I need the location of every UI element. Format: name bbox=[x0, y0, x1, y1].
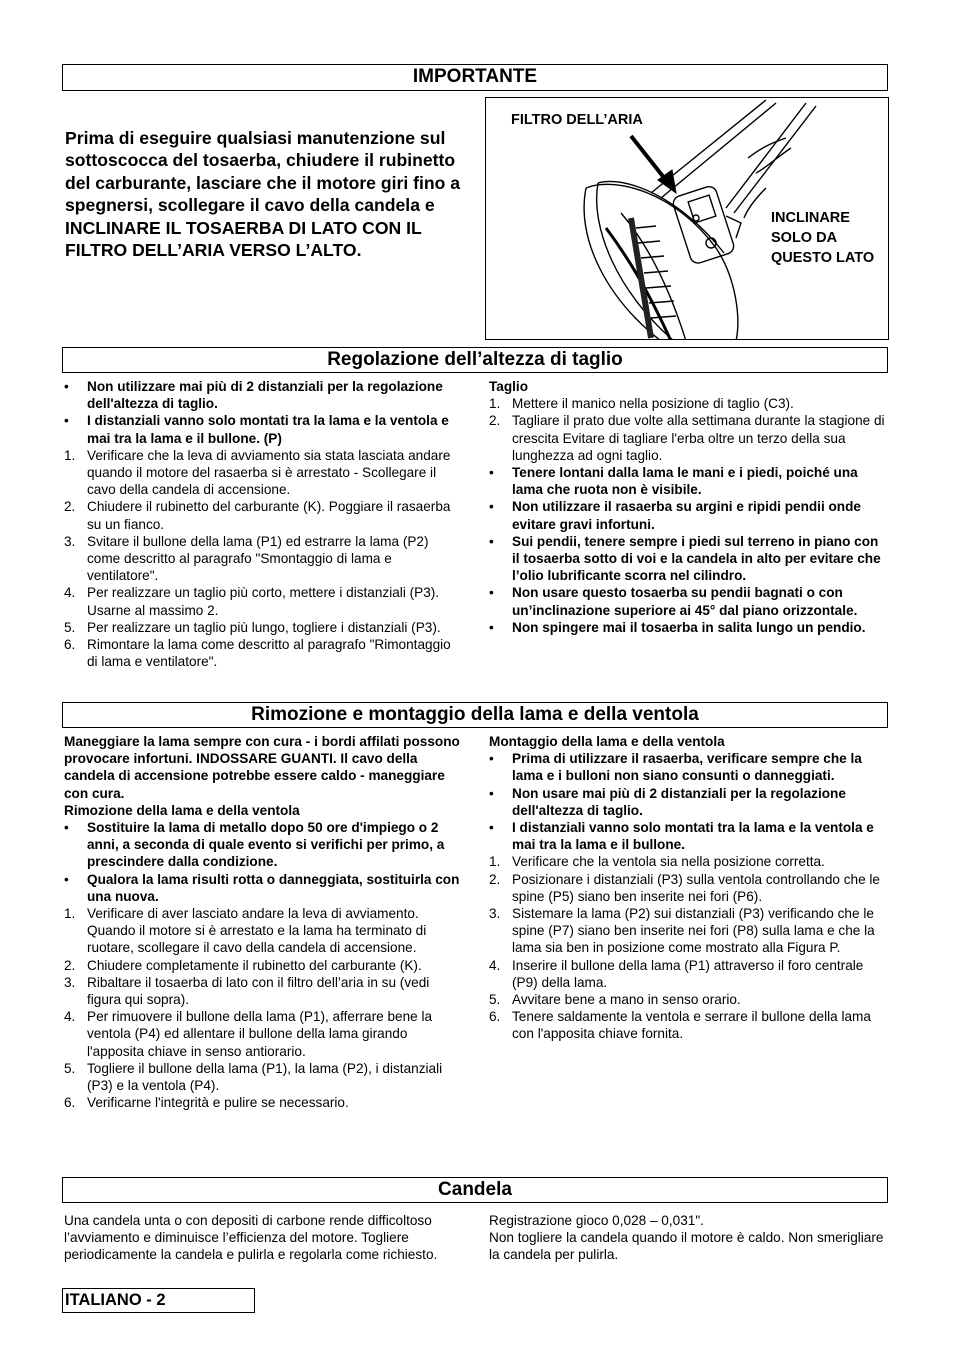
rimozione-header: Rimozione e montaggio della lama e della ventola bbox=[62, 702, 888, 728]
list-item: 1. Verificare che la ventola sia nella posizione corretta. bbox=[489, 854, 825, 870]
list-item: 5. Avvitare bene a mano in senso orario. bbox=[489, 992, 741, 1008]
candela-right-text: Registrazione gioco 0,028 – 0,031". Non togliere la candela quando il motore è caldo. Non smerigliare la candela per pulirla. bbox=[489, 1213, 884, 1263]
list-item: 5. Per realizzare un taglio più lungo, togliere i distanziali (P3). bbox=[64, 619, 441, 635]
list-item: 5. Togliere il bullone della lama (P1), la lama (P2), i distanziali (P3) e la ventola (P4). bbox=[64, 1060, 443, 1094]
taglio-title: Taglio bbox=[489, 379, 529, 394]
page-footer: ITALIANO - 2 bbox=[62, 1288, 255, 1313]
air-filter-label: FILTRO DELL’ARIA bbox=[511, 112, 643, 128]
importante-text: Prima di eseguire qualsiasi manutenzione sul sottoscocca del tosaerba, chiudere il rubinetto del carburante, lasciare che il motore giri fino a spegnersi, scollegare il cavo della candela e INCLINARE IL TOSAERBA DI LATO CON IL FILTRO DELL’ARIA VERSO L’ALTO. bbox=[65, 128, 461, 261]
list-item: • Qualora la lama risulti rotta o danneggiata, sostituirla con una nuova. bbox=[64, 871, 460, 904]
importante-header: IMPORTANTE bbox=[62, 64, 888, 91]
list-item: 1. Mettere il manico nella posizione di taglio (C3). bbox=[489, 396, 794, 412]
rimozione-left-column bbox=[64, 733, 464, 1111]
list-item: • Sui pendii, tenere sempre i piedi sul terreno in piano con il tosaerba sotto di voi e la candela in alto per evitare che l’olio lubrificante scorra nel cilindro. bbox=[489, 533, 881, 584]
lawnmower-figure bbox=[485, 97, 889, 340]
list-item: 1. Verificare di aver lasciato andare la leva di avviamento. Quando il motore si è arrestato e la lama ha terminato di ruotare, scollegare il cavo della candela di accensione. bbox=[64, 906, 427, 956]
list-item: • Non utilizzare mai più di 2 distanziali per la regolazione dell'altezza di taglio. bbox=[64, 379, 443, 412]
warning-text: Maneggiare la lama sempre con cura - i bordi affilati possono provocare infortuni. INDOSSARE GUANTI. Il cavo della candela di accensione potrebbe essere caldo - maneggiare con cura. bbox=[64, 734, 460, 801]
list-item: • I distanziali vanno solo montati tra la lama e la ventola e mai tra la lama e il bullone. bbox=[489, 820, 874, 853]
list-item: 2. Chiudere completamente il rubinetto del carburante (K). bbox=[64, 957, 422, 973]
candela-header: Candela bbox=[62, 1177, 888, 1203]
list-item: • Non usare mai più di 2 distanziali per la regolazione dell'altezza di taglio. bbox=[489, 785, 846, 818]
list-item: 3. Svitare il bullone della lama (P1) ed estrarre la lama (P2) come descritto al paragrafo "Smontaggio di lama e ventilatore". bbox=[64, 533, 429, 584]
regolazione-header: Regolazione dell’altezza di taglio bbox=[62, 347, 888, 373]
list-item: • I distanziali vanno solo montati tra la lama e la ventola e mai tra la lama e il bullone. (P) bbox=[64, 413, 449, 446]
list-item: 4. Inserire il bullone della lama (P1) attraverso il foro centrale (P9) della lama. bbox=[489, 957, 864, 990]
list-item: 4. Per rimuovere il bullone della lama (P1), afferrare bene la ventola (P4) ed allentare il bullone della lama girando l'apposita chiave in senso antiorario. bbox=[64, 1009, 433, 1059]
list-item: 6. Verificarne l'integrità e pulire se necessario. bbox=[64, 1095, 349, 1111]
list-item: 2. Tagliare il prato due volte alla settimana durante la stagione di crescita Evitare di tagliare l'erba oltre un terzo della sua lunghezza ad ogni taglio. bbox=[489, 413, 885, 463]
list-item: 4. Per realizzare un taglio più corto, mettere i distanziali (P3). Usarne al massimo 2. bbox=[64, 585, 440, 618]
list-item: • Sostituire la lama di metallo dopo 50 ore d'impiego o 2 anni, a seconda di quale evento si verifichi per primo, a prescindere dalla condizione. bbox=[64, 820, 445, 870]
list-item: 6. Rimontare la lama come descritto al paragrafo "Rimontaggio di lama e ventilatore". bbox=[64, 637, 451, 670]
list-item: 1. Verificare che la leva di avviamento sia stata lasciata andare quando il motore del rasaerba si è arrestato - Scollegare il cavo della candela di accensione. bbox=[64, 447, 451, 498]
list-item: 3. Sistemare la lama (P2) sui distanziali (P3) verificando che le spine (P7) siano ben inserite nei fori (P8) sulla lama e che la lama sia ben in posizione come mostrato alla Figura P. bbox=[489, 906, 875, 956]
regolazione-right-column bbox=[489, 378, 889, 636]
mount-subtitle: Montaggio della lama e della ventola bbox=[489, 734, 725, 749]
list-item: 3. Ribaltare il tosaerba di lato con il filtro dell’aria in su (vedi figura qui sopra). bbox=[64, 974, 430, 1008]
list-item: 2. Posizionare i distanziali (P3) sulla ventola controllando che le spine (P5) siano ben inserite nei fori (P6). bbox=[489, 871, 880, 904]
list-item: 2. Chiudere il rubinetto del carburante (K). Poggiare il rasaerba su un fianco. bbox=[64, 499, 451, 532]
regolazione-left-column bbox=[64, 378, 464, 670]
candela-left-text: Una candela unta o con depositi di carbone rende difficoltoso l’avviamento e diminuisce l’efficienza del motore. Togliere periodicamente la candela e pulirla e regolarla come richiesto. bbox=[64, 1213, 438, 1263]
list-item: • Non utilizzare il rasaerba su argini e ripidi pendii onde evitare gravi infortuni. bbox=[489, 499, 861, 532]
rimozione-right-column bbox=[489, 733, 889, 1043]
list-item: • Prima di utilizzare il rasaerba, verificare sempre che la lama e i bulloni non siano consunti o danneggiati. bbox=[489, 751, 862, 784]
list-item: • Non spingere mai il tosaerba in salita lungo un pendio. bbox=[489, 619, 866, 635]
list-item: • Tenere lontani dalla lama le mani e i piedi, poiché una lama che ruota non è visibile. bbox=[489, 465, 858, 498]
list-item: 6. Tenere saldamente la ventola e serrare il bullone della lama con l'apposita chiave fornita. bbox=[489, 1009, 871, 1042]
removal-subtitle: Rimozione della lama e della ventola bbox=[64, 802, 300, 818]
list-item: • Non usare questo tosaerba su pendii bagnati o con un’inclinazione superiore ai 45° dal piano orizzontale. bbox=[489, 585, 858, 618]
tilt-side-label: INCLINARE SOLO DA QUESTO LATO bbox=[771, 210, 875, 266]
